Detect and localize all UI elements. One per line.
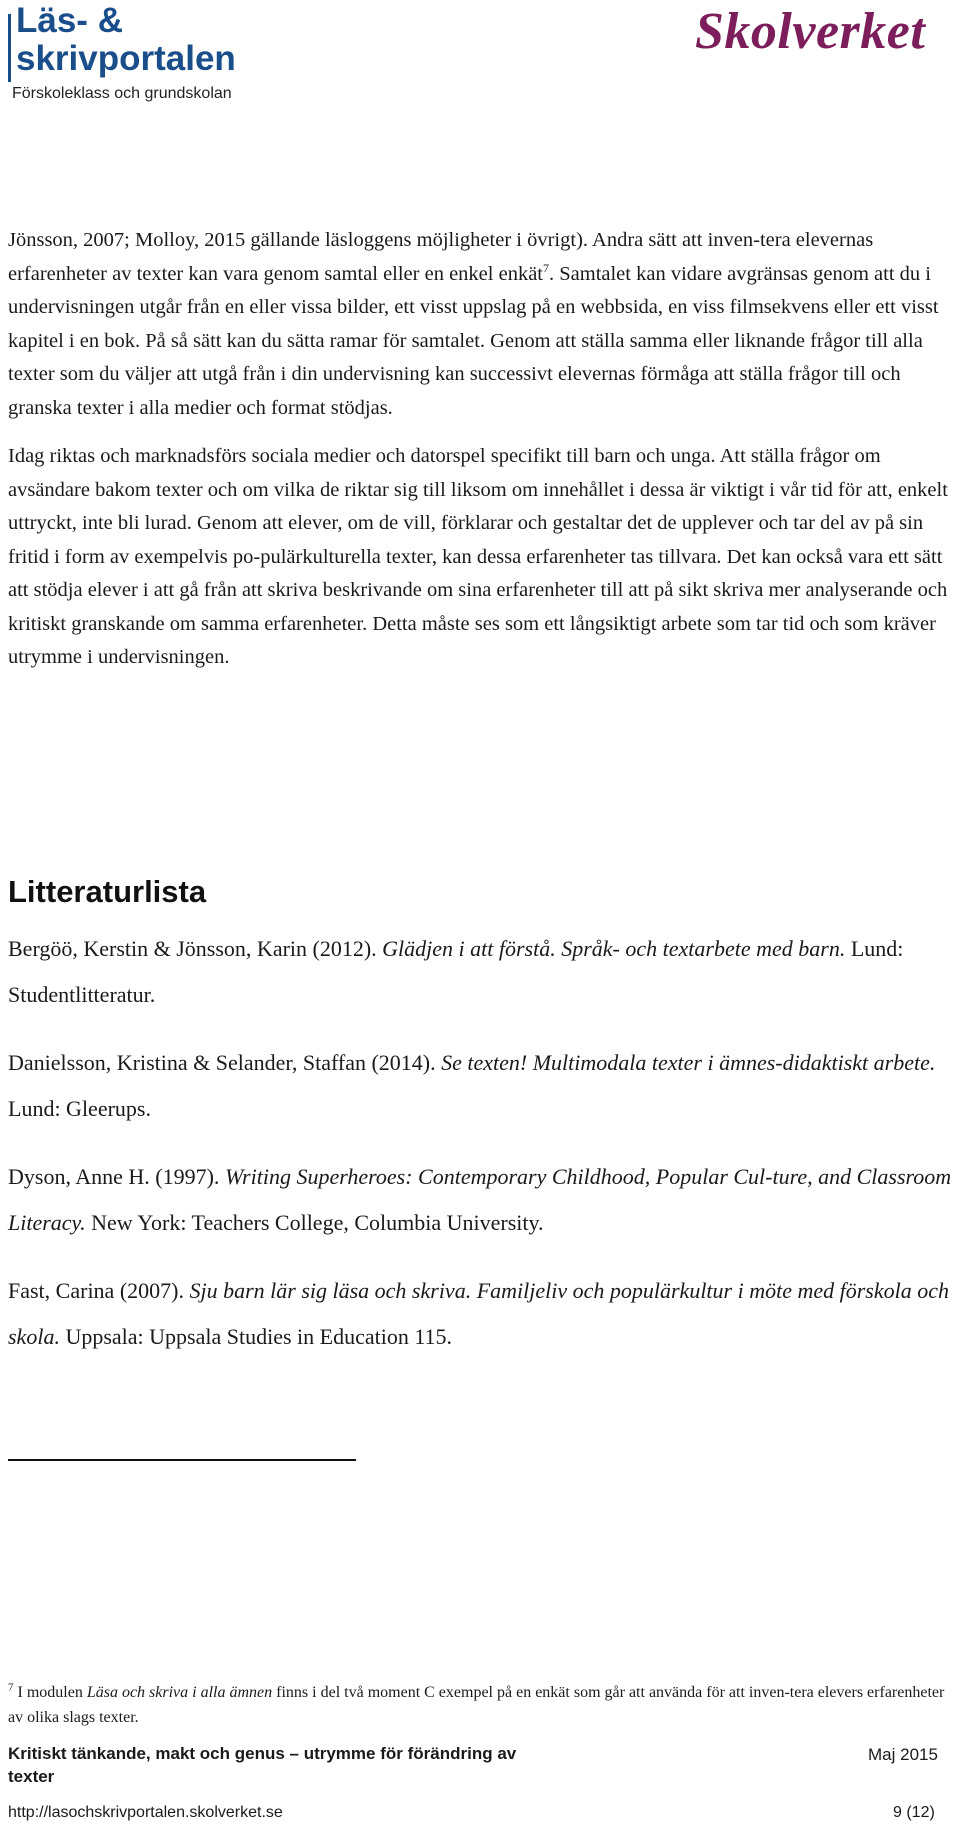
logo-text-line2: skrivportalen bbox=[16, 39, 236, 78]
reference-item bbox=[8, 1040, 956, 1132]
reference-item bbox=[8, 926, 956, 1018]
footer-date: Maj 2015 bbox=[868, 1745, 938, 1764]
reference-title: Sju barn lär sig läsa och skriva. Familjeliv och populärkultur i möte med förskola och skola. bbox=[8, 1278, 950, 1349]
reference-title: Se texten! Multimodala texter i ämnes-didaktiskt arbete. bbox=[441, 1050, 936, 1075]
reference-publisher: New York: Teachers College, Columbia University. bbox=[85, 1210, 544, 1235]
footnote bbox=[8, 1680, 956, 1730]
paragraph-1-part-b: . Samtalet kan vidare avgränsas genom att du i undervisningen utgår från en eller vissa bilder, ett visst uppslag på en webbsida, en viss filmsekvens eller ett visst kapitel i en bok. På så sätt kan du sätta ramar för samtalet. Genom att ställa samma eller liknande frågor till alla texter som du väljer att utgå från i din undervisning kan successivt elevernas förmåga att ställa frågor till och granska texter i alla medier och format stödjas. bbox=[8, 262, 939, 419]
footer-url-link[interactable]: http://lasochskrivportalen.skolverket.se bbox=[8, 1804, 283, 1821]
literature-heading: Litteraturlista bbox=[8, 874, 207, 909]
footnote-text-b: finns i del två moment C exempel på en enkät som går att använda för att inven-tera elevers erfarenheter av olika slags texter. bbox=[8, 1684, 945, 1726]
reference-title: Glädjen i att förstå. Språk- och textarbete med barn. bbox=[382, 936, 846, 961]
logo-text-line1: Läs- & bbox=[16, 1, 123, 40]
footnote-reference[interactable]: 7 bbox=[543, 260, 549, 275]
body-text bbox=[8, 224, 956, 690]
footnote-number: 7 bbox=[8, 1681, 14, 1694]
reference-title: Writing Superheroes: Contemporary Childhood, Popular Cul-ture, and Classroom Literacy. bbox=[8, 1164, 952, 1235]
footer-title: Kritiskt tänkande, makt och genus – utrymme för förändring av texter bbox=[8, 1744, 517, 1786]
skolverket-logo: Skolverket bbox=[695, 3, 926, 60]
page-number: 9 (12) bbox=[893, 1804, 935, 1821]
reference-authors: Bergöö, Kerstin & Jönsson, Karin (2012). bbox=[8, 936, 383, 961]
logo-accent-bar bbox=[8, 14, 11, 82]
reference-authors: Danielsson, Kristina & Selander, Staffan (2014). bbox=[8, 1050, 442, 1075]
paragraph-1-part-a: Jönsson, 2007; Molloy, 2015 gällande läsloggens möjligheter i övrigt). Andra sätt att inven-tera elevernas erfarenheter av texter kan vara genom samtal eller en enkel enkät bbox=[8, 229, 874, 285]
logo-subtitle: Förskoleklass och grundskolan bbox=[12, 85, 232, 102]
reference-publisher: Lund: Gleerups. bbox=[8, 1096, 151, 1121]
reference-item bbox=[8, 1154, 956, 1246]
literature-list bbox=[8, 926, 956, 1382]
reference-authors: Fast, Carina (2007). bbox=[8, 1278, 190, 1303]
footnote-divider bbox=[8, 1459, 356, 1461]
reference-publisher: Lund: Studentlitteratur. bbox=[8, 936, 904, 1007]
reference-publisher: Uppsala: Uppsala Studies in Education 115. bbox=[59, 1324, 453, 1349]
paragraph-1 bbox=[8, 224, 956, 425]
paragraph-2: Idag riktas och marknadsförs sociala medier och datorspel specifikt till barn och unga. Att ställa frågor om avsändare bakom texter och om vilka de riktar sig till liksom om innehållet i dessa är viktigt i vår tid för att, enkelt uttryckt, inte bli lurad. Genom att elever, om de vill, förklarar och gestaltar det de upplever och tar del av på sin fritid i form av exempelvis po-pulärkulturella texter, kan dessa erfarenheter tas tillvara. Det kan också vara ett sätt att stödja elever i att gå från att skriva beskrivande om sina erfarenheter till att på sikt skriva mer analyserande och kritiskt granskande om samma erfarenheter. Detta måste ses som ett långsiktigt arbete som tar tid och som kräver utrymme i undervisningen. bbox=[8, 445, 948, 668]
footnote-text-italic: Läsa och skriva i alla ämnen bbox=[86, 1684, 273, 1701]
reference-authors: Dyson, Anne H. (1997). bbox=[8, 1164, 225, 1189]
footnote-text-a: I modulen bbox=[13, 1684, 87, 1701]
reference-item bbox=[8, 1268, 956, 1360]
